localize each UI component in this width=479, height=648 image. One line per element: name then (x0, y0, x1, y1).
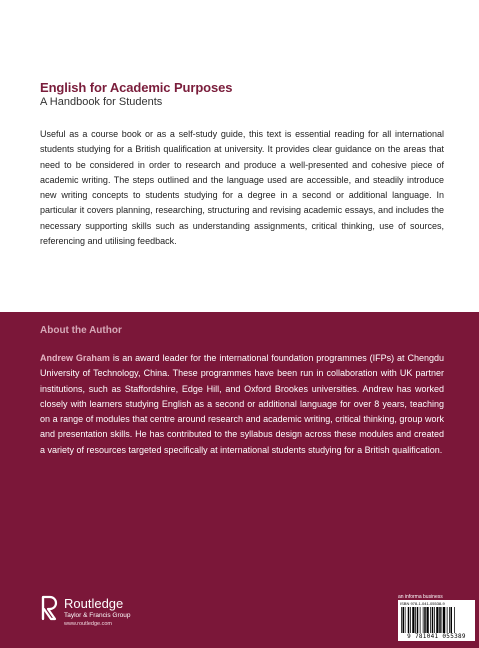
barcode-bar (427, 607, 429, 633)
barcode-bar (439, 607, 441, 633)
informa-label: an informa business (398, 594, 443, 600)
barcode-bar (420, 607, 421, 633)
barcode-bars (401, 607, 472, 633)
barcode-bar (434, 607, 435, 633)
barcode-bar (432, 607, 434, 633)
routledge-r-logo-icon (40, 595, 60, 625)
barcode-bar (415, 607, 416, 633)
barcode-bar (417, 607, 419, 633)
barcode-bar (451, 607, 453, 633)
barcode-bar (423, 607, 424, 633)
book-title: English for Academic Purposes (40, 80, 233, 95)
about-author-heading: About the Author (40, 325, 122, 336)
barcode-bar (412, 607, 414, 633)
barcode-bar (447, 607, 448, 633)
barcode-bar (443, 607, 445, 633)
barcode (398, 600, 475, 641)
barcode-bar (436, 607, 438, 633)
publisher-name: Routledge (64, 596, 124, 611)
author-name: Andrew Graham (40, 353, 110, 363)
book-description: Useful as a course book or as a self-study guide, this text is essential reading for all international students studying for a British qualification at university. It provides clear guidance on the areas that need to be considered in order to research and produce a well-presented and cohesive piece of academic writing. The steps outlined and the language used are accessible, and steadily introduce new writing concepts to students studying for a degree in a second or additional language. In particular it covers planning, researching, structuring and revising academic essays, and includes the necessary supporting skills such as understanding assignments, critical thinking, use of sources, referencing and utilising feedback. (40, 129, 444, 247)
barcode-bar (449, 607, 450, 633)
publisher-logo (40, 595, 140, 631)
barcode-bar (408, 607, 410, 633)
isbn-top: ISBN 978-1-041-05538-9 (400, 601, 445, 606)
author-bio-text: is an award leader for the international foundation programmes (IFPs) at Chengdu University of Technology, China. These programmes have been run in collaboration with UK partner institutions, such as Staffordshire, Edge Hill, and Oxford Brookes universities. Andrew has worked closely with learners studying English as a second or additional language for over 8 years, teaching on a range of modules that centre around research and academic writing, critical thinking, group work and presentation skills. He has contributed to the syllabus design across these modules and created a variety of resources targeted specifically at international students studying for a British qualification. (40, 353, 444, 455)
barcode-bar (410, 607, 411, 633)
barcode-bar (454, 607, 455, 633)
barcode-bar (424, 607, 426, 633)
author-bio (40, 351, 444, 458)
publisher-group: Taylor & Francis Group (64, 612, 131, 619)
barcode-bar (430, 607, 431, 633)
barcode-bar (405, 607, 406, 633)
publisher-url: www.routledge.com (64, 621, 112, 627)
barcode-number: 9 781041 055389 (407, 633, 466, 640)
barcode-bar (403, 607, 405, 633)
barcode-bar (442, 607, 443, 633)
book-subtitle: A Handbook for Students (40, 96, 163, 108)
barcode-bar (401, 607, 402, 633)
